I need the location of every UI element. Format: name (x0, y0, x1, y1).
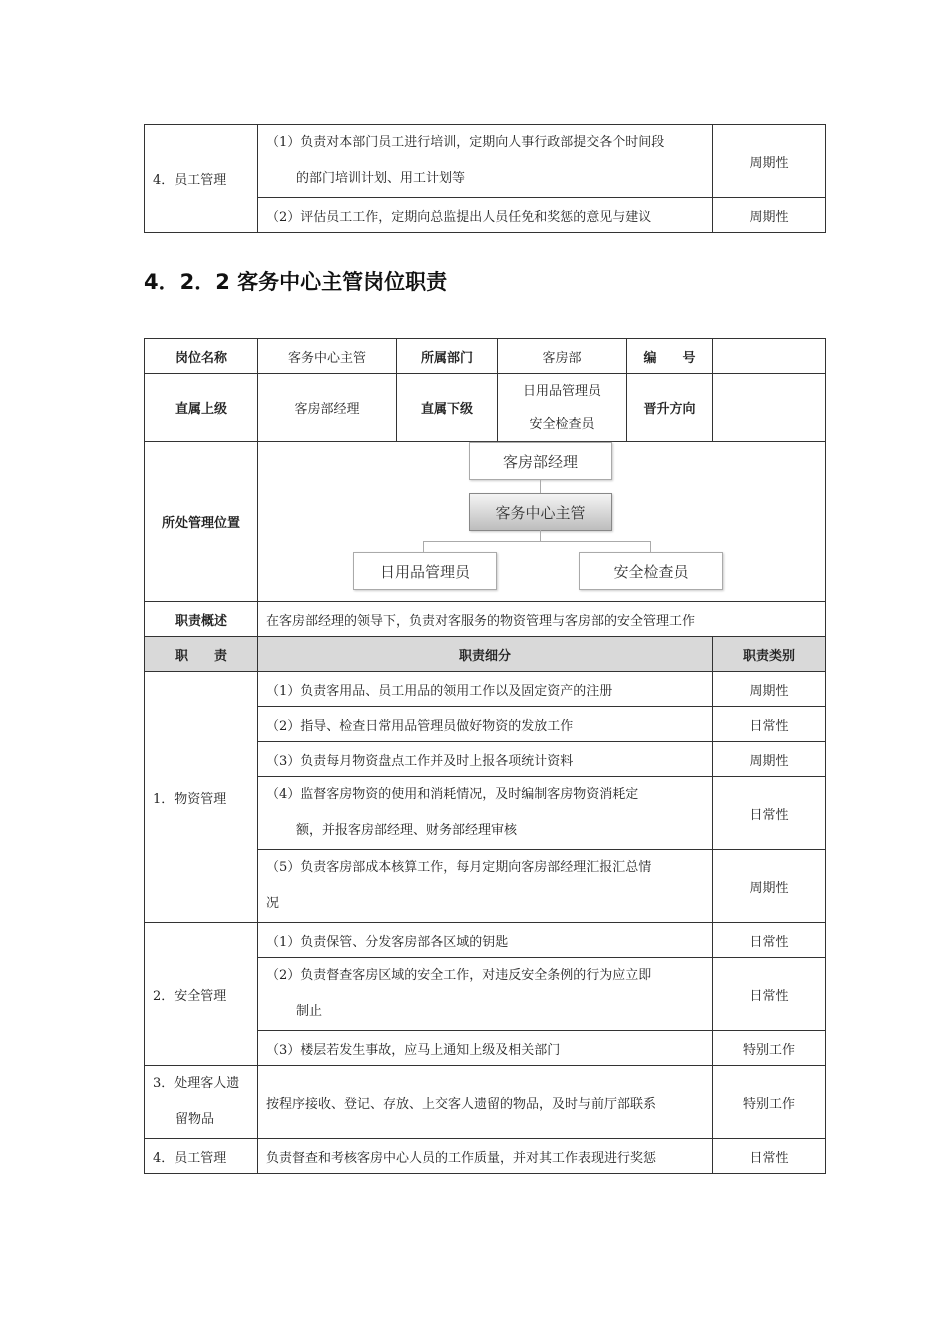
subordinate-1: 日用品管理员 (522, 383, 601, 399)
org-box-left: 日用品管理员 (353, 552, 497, 590)
promotion-value (713, 374, 826, 442)
summary-value: 在客房部经理的领导下，负责对客服务的物资管理与客房部的安全管理工作 (258, 602, 826, 637)
department-label: 所属部门 (397, 339, 498, 374)
duty-detail-cell (258, 850, 713, 923)
number-value (713, 339, 826, 374)
duty-type-cell: 日常性 (713, 923, 826, 958)
staff-management-table (144, 124, 826, 233)
duty-line: （4）监督客房物资的使用和消耗情况，及时编制客房物资消耗定 (266, 787, 639, 802)
header-duty: 职 责 (145, 637, 258, 672)
duty-type-cell: 日常性 (713, 777, 826, 850)
org-connector (540, 479, 541, 493)
duty-line: （5）负责客房部成本核算工作，每月定期向客房部经理汇报汇总情 (266, 860, 652, 875)
duty-line-cont: 额，并报客房部经理、财务部经理审核 (296, 823, 518, 838)
post-name-label: 岗位名称 (145, 339, 258, 374)
duty-detail-cell: （1）负责保管、分发客房部各区域的钥匙 (258, 923, 713, 958)
duty-type-cell: 日常性 (713, 958, 826, 1031)
category-cell: 4．员工管理 (145, 1139, 258, 1174)
category-cell (145, 1066, 258, 1139)
org-box-right: 安全检查员 (579, 552, 723, 590)
org-connector (423, 541, 424, 552)
subordinate-label: 直属下级 (397, 374, 498, 442)
job-responsibility-table (144, 338, 826, 1174)
subordinate-2: 安全检查员 (529, 416, 595, 432)
header-type: 职责类别 (713, 637, 826, 672)
duty-detail-cell: （3）负责每月物资盘点工作并及时上报各项统计资料 (258, 742, 713, 777)
org-connector (650, 541, 651, 552)
duty-line-cont: 的部门培训计划、用工计划等 (296, 171, 466, 186)
duty-detail-cell: （2）指导、检查日常用品管理员做好物资的发放工作 (258, 707, 713, 742)
org-connector (423, 541, 651, 542)
superior-value: 客房部经理 (258, 374, 397, 442)
duty-type-cell: 周期性 (713, 850, 826, 923)
duty-detail-cell: 按程序接收、登记、存放、上交客人遗留的物品，及时与前厅部联系 (258, 1066, 713, 1139)
category-cell: 4．员工管理 (145, 125, 258, 233)
department-value: 客房部 (498, 339, 627, 374)
duty-type-cell: 周期性 (713, 125, 826, 198)
duty-type-cell: 周期性 (713, 742, 826, 777)
duty-detail-cell: 负责督查和考核客房中心人员的工作质量，并对其工作表现进行奖惩 (258, 1139, 713, 1174)
duty-detail-cell (258, 777, 713, 850)
summary-label: 职责概述 (145, 602, 258, 637)
category-cell: 1．物资管理 (145, 672, 258, 923)
duty-detail-cell: （3）楼层若发生事故，应马上通知上级及相关部门 (258, 1031, 713, 1066)
category-cell: 2．安全管理 (145, 923, 258, 1066)
subordinate-value (498, 374, 627, 442)
position-label: 所处管理位置 (145, 442, 258, 602)
superior-label: 直属上级 (145, 374, 258, 442)
duty-line: （2）负责督查客房区域的安全工作，对违反安全条例的行为应立即 (266, 968, 652, 983)
org-connector (540, 530, 541, 541)
duty-detail-cell: （1）负责客用品、员工用品的领用工作以及固定资产的注册 (258, 672, 713, 707)
duty-detail-cell: （2）评估员工工作，定期向总监提出人员任免和奖惩的意见与建议 (258, 198, 713, 233)
duty-line-cont: 制止 (296, 1004, 323, 1019)
duty-type-cell: 日常性 (713, 1139, 826, 1174)
category-line-cont: 留物品 (175, 1112, 215, 1127)
category-line: 3．处理客人遗 (153, 1076, 240, 1091)
org-box-top: 客房部经理 (469, 442, 612, 480)
org-box-middle: 客务中心主管 (469, 493, 612, 531)
section-heading: 4．2．2 客务中心主管岗位职责 (144, 270, 448, 294)
duty-detail-cell (258, 125, 713, 198)
duty-type-cell: 周期性 (713, 198, 826, 233)
duty-type-cell: 特别工作 (713, 1066, 826, 1139)
duty-line-cont: 况 (266, 896, 280, 911)
duty-type-cell: 日常性 (713, 707, 826, 742)
duty-type-cell: 特别工作 (713, 1031, 826, 1066)
duty-line: （1）负责对本部门员工进行培训，定期向人事行政部提交各个时间段 (266, 135, 665, 150)
org-chart (258, 442, 826, 602)
number-label: 编 号 (627, 339, 713, 374)
promotion-label: 晋升方向 (627, 374, 713, 442)
duty-detail-cell (258, 958, 713, 1031)
header-detail: 职责细分 (258, 637, 713, 672)
duty-type-cell: 周期性 (713, 672, 826, 707)
post-name-value: 客务中心主管 (258, 339, 397, 374)
